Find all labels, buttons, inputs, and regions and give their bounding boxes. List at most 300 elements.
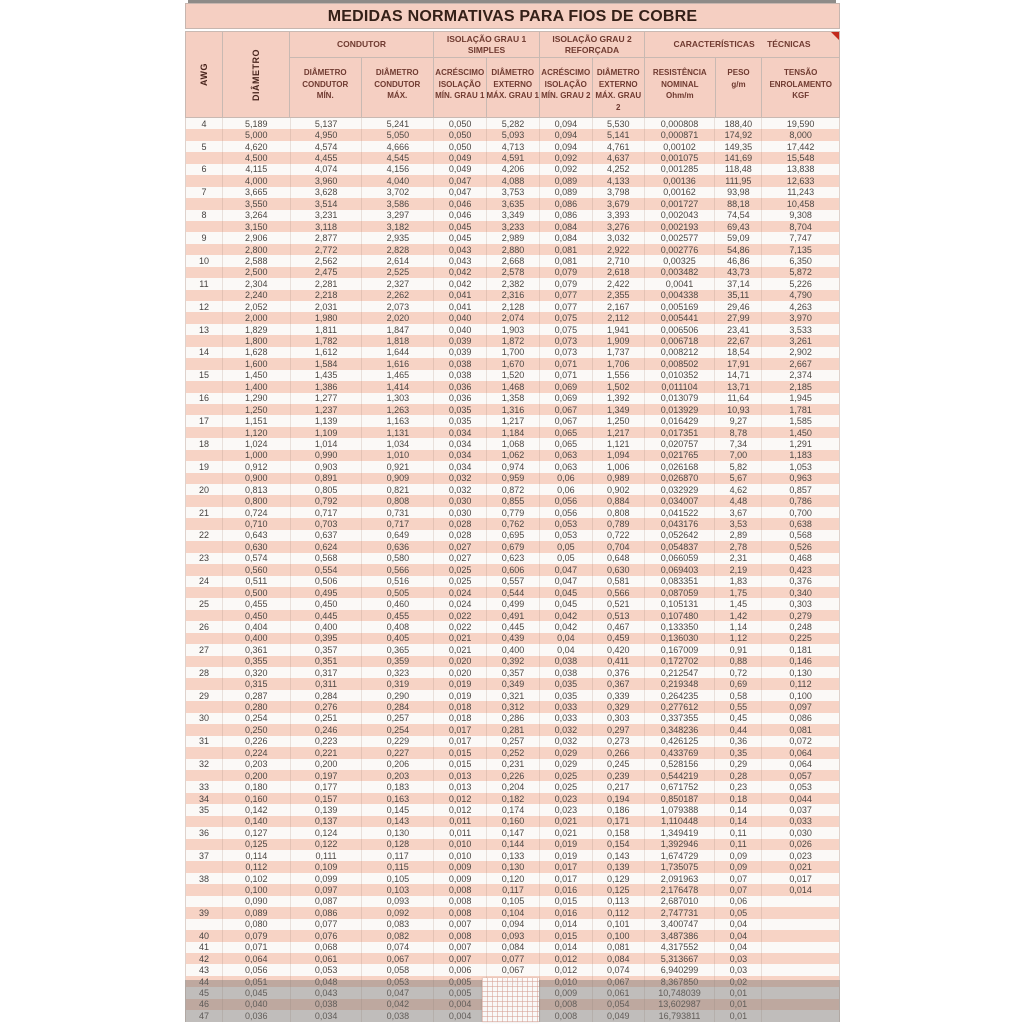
cell: 0,884 xyxy=(593,495,645,506)
cell-awg xyxy=(186,896,223,907)
cell: 0,439 xyxy=(487,633,540,644)
cell: 0,05 xyxy=(540,553,593,564)
cell: 0,069403 xyxy=(645,564,716,575)
cell: 0,145 xyxy=(362,804,434,815)
cell: 4,761 xyxy=(593,141,645,152)
cell: 0,032929 xyxy=(645,484,716,495)
cell: 0,054837 xyxy=(645,541,716,552)
cell: 0,083351 xyxy=(645,576,716,587)
cell: 0,11 xyxy=(715,827,762,838)
cell: 27,99 xyxy=(715,312,762,323)
cell: 0,075 xyxy=(540,312,593,323)
cell: 0,264235 xyxy=(645,690,716,701)
copper-wire-table xyxy=(185,3,840,1022)
cell: 0,72 xyxy=(715,667,762,678)
cell: 0,087059 xyxy=(645,587,716,598)
cell: 1,829 xyxy=(223,324,291,335)
cell: 2,074 xyxy=(487,312,540,323)
cell: 1,450 xyxy=(223,370,291,381)
cell: 0,01 xyxy=(715,999,762,1010)
cell: 1,700 xyxy=(487,347,540,358)
cell: 1,277 xyxy=(291,393,363,404)
cell: 0,084 xyxy=(487,942,540,953)
cell: 0,245 xyxy=(593,759,645,770)
cell: 1,800 xyxy=(223,335,291,346)
cell: 0,499 xyxy=(487,598,540,609)
cell-awg: 15 xyxy=(186,370,223,381)
cell: 13,838 xyxy=(786,164,815,175)
table-row xyxy=(186,393,839,404)
cell: 0,021 xyxy=(434,644,487,655)
cell: 0,005169 xyxy=(645,301,716,312)
table-row xyxy=(186,713,839,724)
cell: 1,120 xyxy=(223,427,291,438)
cell: 0,91 xyxy=(715,644,762,655)
cell: 0,704 xyxy=(593,541,645,552)
cell: 4,500 xyxy=(223,152,291,163)
cell-awg: 36 xyxy=(186,827,223,838)
cell: 0,046 xyxy=(434,198,487,209)
cell: 0,036 xyxy=(434,393,487,404)
cell-awg: 23 xyxy=(186,553,223,564)
cell: 2,578 xyxy=(487,267,540,278)
cell-awg xyxy=(186,129,223,140)
cell: 0,287 xyxy=(223,690,291,701)
cell: 0,039 xyxy=(434,347,487,358)
cell: 0,100 xyxy=(789,690,812,701)
cell: 0,109 xyxy=(291,861,363,872)
cell: 1,110448 xyxy=(645,816,716,827)
cell: 0,045 xyxy=(223,987,291,998)
cell: 46,86 xyxy=(715,255,762,266)
cell: 0,045 xyxy=(540,587,593,598)
cell-awg: 24 xyxy=(186,576,223,587)
cell: 0,000871 xyxy=(645,129,716,140)
cell-awg: 39 xyxy=(186,907,223,918)
cell: 0,857 xyxy=(789,484,812,495)
cell: 0,511 xyxy=(223,576,291,587)
cell: 0,130 xyxy=(789,667,812,678)
cell: 0,574 xyxy=(223,553,291,564)
table-row xyxy=(186,793,839,804)
cell: 0,03 xyxy=(715,953,762,964)
cell: 0,021 xyxy=(540,827,593,838)
cell: 7,135 xyxy=(789,244,812,255)
cell: 0,056 xyxy=(540,507,593,518)
cell: 0,081 xyxy=(593,942,645,953)
cell: 0,125 xyxy=(223,839,291,850)
cell: 2,475 xyxy=(291,267,363,278)
cell: 0,117 xyxy=(487,884,540,895)
table-row xyxy=(186,896,839,907)
cell: 10,458 xyxy=(786,198,815,209)
cell: 0,146 xyxy=(789,656,812,667)
cell: 0,067 xyxy=(540,404,593,415)
cell: 0,081 xyxy=(540,244,593,255)
cell: 0,077 xyxy=(540,301,593,312)
cell: 4,637 xyxy=(593,152,645,163)
cell: 0,623 xyxy=(487,553,540,564)
cell: 0,55 xyxy=(715,701,762,712)
cell: 0,06 xyxy=(540,473,593,484)
cell: 10,748039 xyxy=(645,987,716,998)
cell: 0,254 xyxy=(362,724,434,735)
cell: 0,231 xyxy=(487,759,540,770)
cell: 0,303 xyxy=(593,713,645,724)
cell: 7,34 xyxy=(715,438,762,449)
cell-awg: 31 xyxy=(186,736,223,747)
cell: 0,14 xyxy=(715,804,762,815)
cell: 0,029 xyxy=(540,759,593,770)
cell: 0,026 xyxy=(789,839,812,850)
cell-awg: 8 xyxy=(186,210,223,221)
cell: 0,257 xyxy=(487,736,540,747)
cell: 0,089 xyxy=(540,175,593,186)
cell: 2,667 xyxy=(789,358,812,369)
cell: 0,160 xyxy=(487,816,540,827)
cell: 0,568 xyxy=(291,553,363,564)
cell: 0,921 xyxy=(362,461,434,472)
cell: 0,034 xyxy=(434,461,487,472)
cell: 0,226 xyxy=(223,736,291,747)
cell: 0,404 xyxy=(223,621,291,632)
cell: 1,217 xyxy=(487,415,540,426)
cell: 0,047 xyxy=(540,576,593,587)
cell: 11,243 xyxy=(787,187,815,198)
cell: 0,021 xyxy=(540,816,593,827)
cell: 0,125 xyxy=(593,884,645,895)
cell: 4,156 xyxy=(362,164,434,175)
cell: 0,064 xyxy=(789,747,812,758)
cell: 1,903 xyxy=(487,324,540,335)
cell: 0,323 xyxy=(362,667,434,678)
cell: 0,049 xyxy=(593,1010,645,1021)
cell: 0,025 xyxy=(540,770,593,781)
cell-awg: 19 xyxy=(186,461,223,472)
cell: 0,695 xyxy=(487,530,540,541)
cell: 0,022 xyxy=(434,610,487,621)
cell: 2,687010 xyxy=(645,896,716,907)
cell: 0,021 xyxy=(434,633,487,644)
cell: 0,506 xyxy=(291,576,363,587)
cell: 5,282 xyxy=(487,118,540,129)
table-row xyxy=(186,210,839,221)
table-row xyxy=(186,427,839,438)
cell: 0,007 xyxy=(434,942,487,953)
cell: 0,050 xyxy=(434,141,487,152)
cell: 0,246 xyxy=(291,724,363,735)
cell: 4,115 xyxy=(223,164,291,175)
cell: 2,185 xyxy=(789,381,812,392)
cell: 0,365 xyxy=(362,644,434,655)
cell: 0,107480 xyxy=(645,610,716,621)
cell: 0,808 xyxy=(362,495,434,506)
cell: 0,303 xyxy=(789,599,812,610)
cell: 0,04 xyxy=(540,644,593,655)
cell: 0,0041 xyxy=(645,278,716,289)
cell: 0,411 xyxy=(593,656,645,667)
cell: 0,011104 xyxy=(645,381,716,392)
cell: 0,426125 xyxy=(645,736,716,747)
cell: 0,01 xyxy=(715,1010,762,1021)
cell-awg xyxy=(186,701,223,712)
cell: 0,047 xyxy=(434,187,487,198)
cell: 0,094 xyxy=(487,919,540,930)
cell: 0,080 xyxy=(223,919,291,930)
cell: 3,753 xyxy=(487,187,540,198)
cell: 1,316 xyxy=(487,404,540,415)
cell: 0,276 xyxy=(291,701,363,712)
cell: 3,586 xyxy=(362,198,434,209)
cell: 8,000 xyxy=(789,130,812,141)
cell: 5,050 xyxy=(362,129,434,140)
cell: 1,12 xyxy=(715,633,762,644)
cell-awg: 6 xyxy=(186,164,223,175)
table-row xyxy=(186,324,839,335)
table-row xyxy=(186,267,839,278)
cell: 0,001285 xyxy=(645,164,716,175)
cell: 0,009 xyxy=(434,873,487,884)
cell: 13,602987 xyxy=(645,999,716,1010)
cell: 0,157 xyxy=(291,793,363,804)
cell: 0,147 xyxy=(487,827,540,838)
cell: 0,319 xyxy=(362,678,434,689)
cell: 0,017 xyxy=(540,873,593,884)
cell: 0,008 xyxy=(434,884,487,895)
cell-awg xyxy=(186,633,223,644)
cell: 0,032 xyxy=(434,473,487,484)
cell: 0,648 xyxy=(593,553,645,564)
cell: 0,872 xyxy=(487,484,540,495)
cell: 1,349419 xyxy=(645,827,716,838)
cell: 0,11 xyxy=(715,839,762,850)
cell: 0,046 xyxy=(434,210,487,221)
cell-awg: 37 xyxy=(186,850,223,861)
cell: 0,455 xyxy=(223,598,291,609)
cell-awg: 29 xyxy=(186,690,223,701)
cell: 0,092 xyxy=(540,164,593,175)
cell: 0,008 xyxy=(540,999,593,1010)
table-row xyxy=(186,232,839,243)
cell: 0,154 xyxy=(593,839,645,850)
table-row xyxy=(186,759,839,770)
cell: 0,032 xyxy=(540,724,593,735)
cell-awg xyxy=(186,244,223,255)
cell: 0,019 xyxy=(540,850,593,861)
cell-awg: 21 xyxy=(186,507,223,518)
cell: 0,912 xyxy=(223,461,291,472)
cell: 0,105 xyxy=(487,896,540,907)
cell: 1,392 xyxy=(593,393,645,404)
cell: 0,023 xyxy=(789,850,812,861)
table-row xyxy=(186,301,839,312)
cell: 0,019 xyxy=(434,678,487,689)
col-header-diametro-externo-max-grau-2: DIÂMETRO EXTERNO MÁX. GRAU 2 xyxy=(595,68,642,112)
cell-awg xyxy=(186,175,223,186)
cell: 0,44 xyxy=(715,724,762,735)
cell: 0,459 xyxy=(593,633,645,644)
cell-awg xyxy=(186,335,223,346)
cell: 2,877 xyxy=(291,232,363,243)
cell: 0,174 xyxy=(487,804,540,815)
cell: 0,581 xyxy=(593,576,645,587)
cell: 1,600 xyxy=(223,358,291,369)
cell: 0,020 xyxy=(434,667,487,678)
cell: 2,052 xyxy=(223,301,291,312)
cell: 2,262 xyxy=(362,290,434,301)
cell: 0,054 xyxy=(593,999,645,1010)
cell: 0,017 xyxy=(434,724,487,735)
cell: 1,263 xyxy=(362,404,434,415)
table-row xyxy=(186,839,839,850)
cell: 0,004 xyxy=(434,999,487,1010)
cell: 141,69 xyxy=(715,152,762,163)
table-row xyxy=(186,507,839,518)
cell: 0,357 xyxy=(487,667,540,678)
group-header-label: CARACTERÍSTICAS TÉCNICAS xyxy=(645,32,839,58)
cell: 2,304 xyxy=(223,278,291,289)
cell: 0,700 xyxy=(789,507,812,518)
cell: 0,053 xyxy=(362,976,434,987)
cell: 2,176478 xyxy=(645,884,716,895)
cell: 0,400 xyxy=(291,621,363,632)
cell: 0,225 xyxy=(789,633,812,644)
cell: 0,423 xyxy=(789,564,812,575)
cell: 2,327 xyxy=(362,278,434,289)
cell: 14,71 xyxy=(715,370,762,381)
cell: 0,000808 xyxy=(645,118,716,129)
col-header-label: AWG xyxy=(198,63,209,86)
cell-awg xyxy=(186,358,223,369)
cell: 0,130 xyxy=(487,861,540,872)
cell: 2,031 xyxy=(291,301,363,312)
cell: 0,074 xyxy=(362,942,434,953)
cell: 0,008502 xyxy=(645,358,716,369)
cell: 0,020757 xyxy=(645,438,716,449)
cell: 0,008 xyxy=(434,930,487,941)
cell: 0,455 xyxy=(362,610,434,621)
cell: 1,811 xyxy=(291,324,363,335)
table-row xyxy=(186,610,839,621)
cell: 0,177 xyxy=(291,781,363,792)
cell: 0,050 xyxy=(434,129,487,140)
cell: 9,27 xyxy=(715,415,762,426)
cell: 0,024 xyxy=(434,587,487,598)
cell: 0,049 xyxy=(434,152,487,163)
cell: 5,093 xyxy=(487,129,540,140)
col-header-acrescimo-isolacao-min-grau-1: ACRÉSCIMO ISOLAÇÃO MÍN. GRAU 1 xyxy=(434,58,487,117)
cell: 1,392946 xyxy=(645,839,716,850)
cell: 0,120 xyxy=(487,873,540,884)
cell: 0,047 xyxy=(362,987,434,998)
group-header-label: ISOLAÇÃO GRAU 2 REFORÇADA xyxy=(540,32,644,58)
cell: 149,35 xyxy=(715,141,762,152)
cell: 0,081 xyxy=(540,255,593,266)
cell: 0,580 xyxy=(362,553,434,564)
cell: 2,800 xyxy=(223,244,291,255)
cell: 1,706 xyxy=(593,358,645,369)
cell: 0,963 xyxy=(789,473,812,484)
cell: 93,98 xyxy=(715,187,762,198)
cell: 0,008 xyxy=(434,896,487,907)
cell: 0,445 xyxy=(487,621,540,632)
cell: 1,909 xyxy=(593,335,645,346)
cell: 0,016 xyxy=(540,884,593,895)
cell: 0,127 xyxy=(223,827,291,838)
group-header-caracteristicas-tecnicas xyxy=(645,32,840,118)
cell: 1,034 xyxy=(362,438,434,449)
cell: 0,140 xyxy=(223,816,291,827)
cell: 4,074 xyxy=(291,164,363,175)
cell: 0,042 xyxy=(434,267,487,278)
cell: 0,789 xyxy=(593,518,645,529)
table-row xyxy=(186,175,839,186)
table-row xyxy=(186,884,839,895)
cell: 111,95 xyxy=(715,175,762,186)
cell: 3,150 xyxy=(223,221,291,232)
cell: 0,28 xyxy=(715,770,762,781)
cell: 0,061 xyxy=(593,987,645,998)
cell: 1,010 xyxy=(362,450,434,461)
cell: 74,54 xyxy=(715,210,762,221)
cell: 0,034007 xyxy=(645,495,716,506)
table-row xyxy=(186,770,839,781)
cell: 2,422 xyxy=(593,278,645,289)
cell: 0,35 xyxy=(715,747,762,758)
cell: 2,382 xyxy=(487,278,540,289)
cell: 1,585 xyxy=(789,416,812,427)
cell: 0,006506 xyxy=(645,324,716,335)
table-row xyxy=(186,781,839,792)
cell: 0,029 xyxy=(540,747,593,758)
cell: 0,226 xyxy=(487,770,540,781)
table-row xyxy=(186,404,839,415)
cell: 0,005 xyxy=(434,987,487,998)
cell: 0,07 xyxy=(715,884,762,895)
cell: 3,679 xyxy=(593,198,645,209)
cell: 1,502 xyxy=(593,381,645,392)
table-row xyxy=(186,415,839,426)
table-row xyxy=(186,255,839,266)
cell: 0,072 xyxy=(789,736,812,747)
cell: 0,034 xyxy=(434,438,487,449)
cell: 0,030 xyxy=(434,507,487,518)
table-row xyxy=(186,942,839,953)
cell: 7,747 xyxy=(789,233,812,244)
cell: 0,065 xyxy=(540,438,593,449)
cell-awg: 9 xyxy=(186,232,223,243)
cell: 0,273 xyxy=(593,736,645,747)
cell: 1,872 xyxy=(487,335,540,346)
cell-awg: 27 xyxy=(186,644,223,655)
cell: 5,530 xyxy=(593,118,645,129)
cell: 0,068 xyxy=(291,942,363,953)
cell: 4,666 xyxy=(362,141,434,152)
cell-awg xyxy=(186,839,223,850)
cell: 17,442 xyxy=(786,141,815,152)
cell-awg xyxy=(186,473,223,484)
cell: 0,038 xyxy=(291,999,363,1010)
cell: 0,779 xyxy=(487,507,540,518)
cell: 0,077 xyxy=(540,290,593,301)
cell: 0,067 xyxy=(540,415,593,426)
cell: 0,400 xyxy=(223,633,291,644)
cell: 0,027 xyxy=(434,541,487,552)
cell: 0,103 xyxy=(362,884,434,895)
cell: 0,045 xyxy=(434,232,487,243)
cell: 0,337355 xyxy=(645,713,716,724)
cell: 2,618 xyxy=(593,267,645,278)
